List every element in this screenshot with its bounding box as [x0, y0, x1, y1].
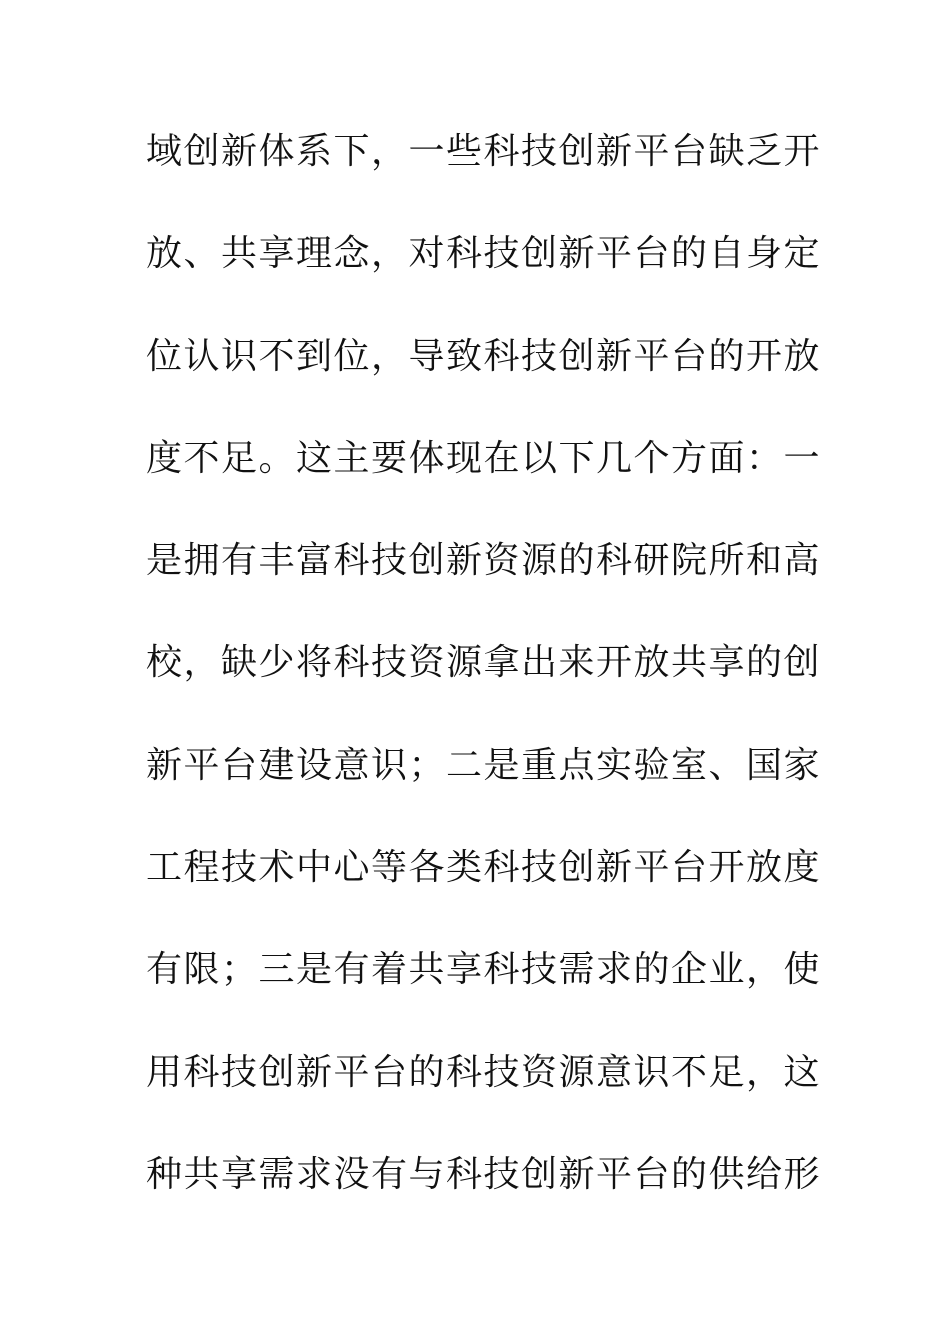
text-line: 工程技术中心等各类科技创新平台开放度	[146, 847, 822, 889]
text-line: 种共享需求没有与科技创新平台的供给形	[146, 1153, 822, 1195]
body-text	[146, 124, 826, 1249]
text-line: 有限；三是有着共享科技需求的企业，使	[146, 949, 822, 991]
text-line: 位认识不到位，导致科技创新平台的开放	[146, 335, 822, 377]
text-line: 是拥有丰富科技创新资源的科研院所和高	[146, 540, 822, 582]
text-line: 度不足。这主要体现在以下几个方面：一	[146, 437, 822, 479]
text-line: 用科技创新平台的科技资源意识不足，这	[146, 1051, 822, 1093]
text-line: 校，缺少将科技资源拿出来开放共享的创	[146, 642, 822, 684]
text-line: 放、共享理念，对科技创新平台的自身定	[146, 233, 822, 275]
text-line: 新平台建设意识；二是重点实验室、国家	[146, 744, 822, 786]
text-line: 域创新体系下，一些科技创新平台缺乏开	[146, 131, 822, 172]
